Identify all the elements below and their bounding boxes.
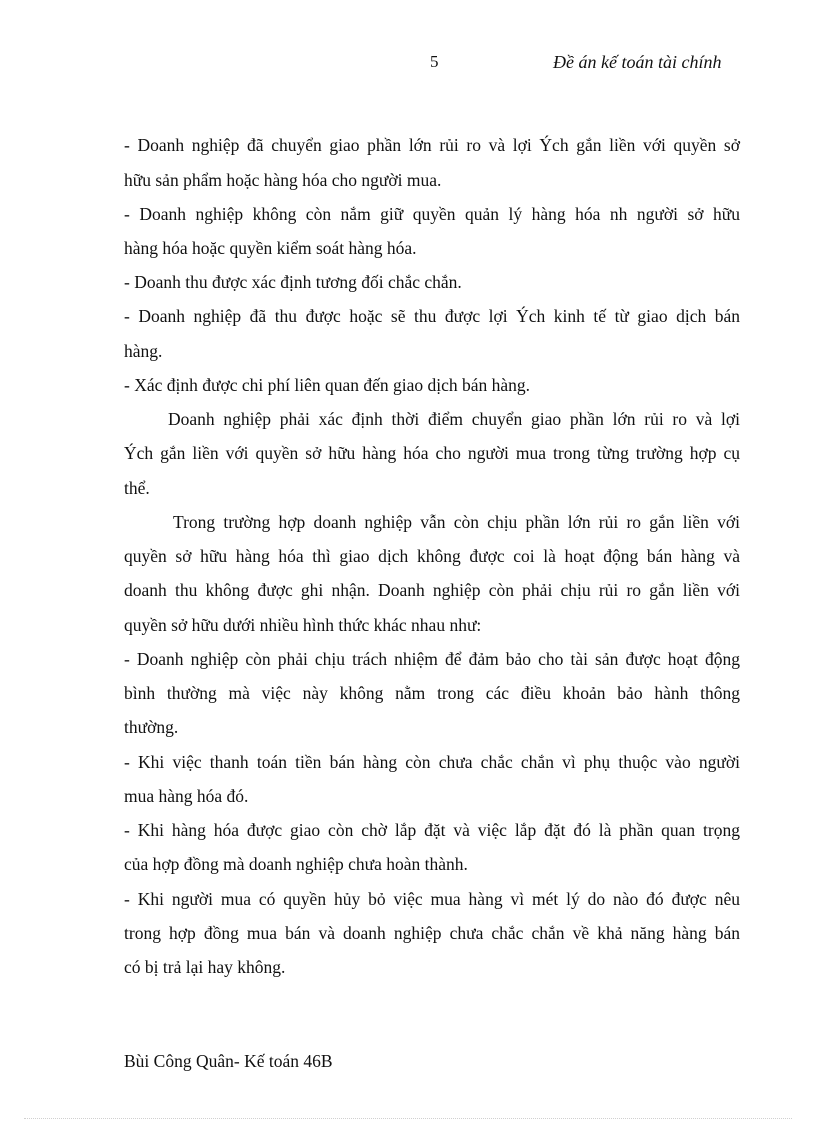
text-line: - Doanh thu được xác định tương đối chắc chắn.	[124, 272, 462, 292]
text-line: hàng hóa hoặc quyền kiểm soát hàng hóa.	[124, 238, 417, 258]
text-line: quyền sở hữu hàng hóa thì giao dịch không được coi là hoạt động bán hàng và	[124, 546, 740, 566]
text-line: Trong trường hợp doanh nghiệp vẫn còn chịu phần lớn rủi ro gắn liền với	[173, 512, 740, 532]
text-line: - Khi người mua có quyền hủy bỏ việc mua hàng vì mét lý do nào đó được nêu	[124, 889, 740, 909]
text-line: mua hàng hóa đó.	[124, 786, 249, 806]
text-line: hữu sản phẩm hoặc hàng hóa cho người mua.	[124, 170, 442, 190]
text-line: hàng.	[124, 341, 163, 361]
text-line: bình thường mà việc này không nằm trong các điều khoản bảo hành thông	[124, 683, 740, 703]
text-line: - Khi hàng hóa được giao còn chờ lắp đặt và việc lắp đặt đó là phần quan trọng	[124, 820, 740, 840]
text-line: Doanh nghiệp phải xác định thời điểm chuyển giao phần lớn rủi ro và lợi	[168, 409, 740, 429]
text-line: trong hợp đồng mua bán và doanh nghiệp chưa chắc chắn về khả năng hàng bán	[124, 923, 740, 943]
text-line: - Doanh nghiệp không còn nắm giữ quyền quản lý hàng hóa nh người sở hữu	[124, 204, 740, 224]
text-line: - Doanh nghiệp đã thu được hoặc sẽ thu được lợi Ých kinh tế từ giao dịch bán	[124, 306, 740, 326]
text-line: - Khi việc thanh toán tiền bán hàng còn chưa chắc chắn vì phụ thuộc vào người	[124, 752, 740, 772]
running-title: Đề án kế toán tài chính	[553, 52, 722, 72]
text-line: thường.	[124, 717, 179, 737]
text-line: Ých gắn liền với quyền sở hữu hàng hóa cho người mua trong từng trường hợp cụ	[124, 443, 740, 463]
text-line: của hợp đồng mà doanh nghiệp chưa hoàn thành.	[124, 854, 468, 874]
page-edge-divider	[24, 1118, 792, 1119]
text-line: quyền sở hữu dưới nhiều hình thức khác nhau như:	[124, 615, 482, 635]
text-line: - Doanh nghiệp đã chuyển giao phần lớn rủi ro và lợi Ých gắn liền với quyền sở	[124, 135, 740, 155]
page-number: 5	[430, 52, 439, 71]
text-line: thể.	[124, 478, 150, 498]
text-line: có bị trả lại hay không.	[124, 957, 286, 977]
page-footer: Bùi Công Quân- Kế toán 46B	[124, 1051, 333, 1071]
text-line: doanh thu không được ghi nhận. Doanh nghiệp còn phải chịu rủi ro gắn liền với	[124, 580, 740, 600]
text-line: - Xác định được chi phí liên quan đến giao dịch bán hàng.	[124, 375, 531, 395]
text-line: - Doanh nghiệp còn phải chịu trách nhiệm để đảm bảo cho tài sản được hoạt động	[124, 649, 740, 669]
